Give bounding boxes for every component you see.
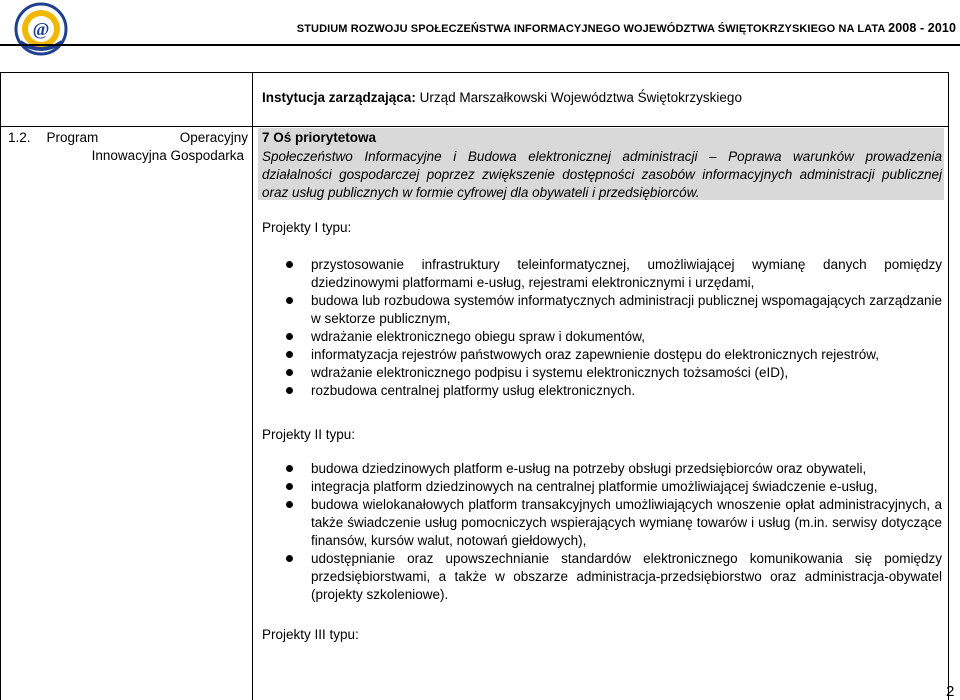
list-item — [290, 256, 942, 292]
section-label-type-2: Projekty II typu: — [262, 427, 356, 442]
institution-row — [262, 90, 742, 105]
page-number: 2 — [946, 683, 955, 700]
bullet-icon — [286, 351, 293, 358]
list-item — [290, 460, 942, 478]
priority-axis-title: 7 Oś priorytetowa — [262, 130, 377, 145]
program-word-1: Program — [46, 130, 99, 145]
header-title — [297, 21, 956, 35]
bullet-icon — [286, 333, 293, 340]
section-label-type-1: Projekty I typu: — [262, 220, 352, 235]
bullet-icon — [286, 555, 293, 562]
program-word-2: Operacyjny — [179, 130, 248, 145]
priority-axis-box — [258, 128, 944, 200]
project-list-type-2 — [290, 460, 942, 604]
bullet-icon — [286, 297, 293, 304]
list-item — [290, 328, 942, 346]
list-item-text: wdrażanie elektronicznego podpisu i systemu elektronicznych tożsamości (eID), — [311, 365, 789, 380]
priority-axis-description: Społeczeństwo Informacyjne i Budowa elektronicznej administracji – Poprawa warunków prowadzenia działalności gospodarczej poprzez zwiększenie dostępności zasobów informacyjnych administracji publicznej oraz usług publicznych w formie cyfrowej dla obywateli i przedsiębiorców. — [262, 149, 942, 200]
list-item-text: przystosowanie infrastruktury teleinformatycznej, umożliwiającej wymianę danych pomiędzy dziedzinowymi platformami e-usług, rejestrami elektronicznymi i urzędami, — [311, 257, 942, 290]
table-border-right — [948, 72, 949, 700]
program-number: 1.2. — [8, 130, 31, 145]
header-title-prefix: STUDIUM ROZWOJU SPOŁECZEŃSTWA INFORMACYJNEGO WOJEWÓDZTWA ŚWIĘTOKRZYSKIEGO NA LATA — [296, 23, 889, 35]
header-title-years: 2008 - 2010 — [888, 21, 956, 35]
list-item — [290, 382, 942, 400]
bullet-icon — [286, 369, 293, 376]
bullet-icon — [286, 261, 293, 268]
table-row-divider — [0, 126, 949, 127]
header-divider — [0, 44, 960, 46]
bullet-icon — [286, 483, 293, 490]
list-item — [290, 292, 942, 328]
list-item-text: wdrażanie elektronicznego obiegu spraw i dokumentów, — [311, 329, 645, 344]
list-item — [290, 478, 942, 496]
section-label-type-3: Projekty III typu: — [262, 627, 359, 642]
bullet-icon — [286, 387, 293, 394]
list-item-text: budowa wielokanałowych platform transakcyjnych umożliwiających wnoszenie opłat administracyjnych, a także świadczenie usług pomocniczych wspierających wymianę towarów i usług (m.in. serwisy dotyczące finansów, kursów walut, notowań giełdowych), — [311, 497, 942, 548]
program-cell — [4, 129, 248, 165]
svg-text:@: @ — [32, 19, 50, 39]
project-list-type-1 — [290, 256, 942, 400]
list-item-text: integracja platform dziedzinowych na centralnej platformie umożliwiającej świadczenie e-usług, — [311, 479, 878, 494]
list-item — [290, 346, 942, 364]
institution-label: Instytucja zarządzająca: — [262, 90, 416, 105]
bullet-icon — [286, 501, 293, 508]
list-item-text: budowa lub rozbudowa systemów informatycznych administracji publicznej wspomagających zarządzanie w sektorze publicznym, — [311, 293, 942, 326]
list-item-text: rozbudowa centralnej platformy usług elektronicznych. — [311, 383, 636, 398]
institution-value: Urząd Marszałkowski Województwa Świętokrzyskiego — [419, 90, 742, 105]
table-border-left — [0, 72, 1, 700]
logo — [14, 2, 68, 56]
bullet-icon — [286, 465, 293, 472]
list-item-text: budowa dziedzinowych platform e-usług na potrzeby obsługi przedsiębiorców oraz obywateli, — [311, 461, 867, 476]
list-item-text: informatyzacja rejestrów państwowych oraz zapewnienie dostępu do elektronicznych rejestrów, — [311, 347, 880, 362]
list-item — [290, 364, 942, 382]
list-item-text: udostępnianie oraz upowszechnianie standardów elektronicznego komunikowania się pomiędzy przedsiębiorstwami, a także w obszarze administracja-przedsiębiorstwo oraz administracja-obywatel (projekty szkoleniowe). — [311, 551, 942, 602]
table-column-divider — [252, 72, 253, 700]
program-name: Innowacyjna Gospodarka — [91, 148, 244, 163]
list-item — [290, 550, 942, 604]
table-border-top — [0, 72, 949, 73]
page-header — [0, 0, 960, 56]
list-item — [290, 496, 942, 550]
